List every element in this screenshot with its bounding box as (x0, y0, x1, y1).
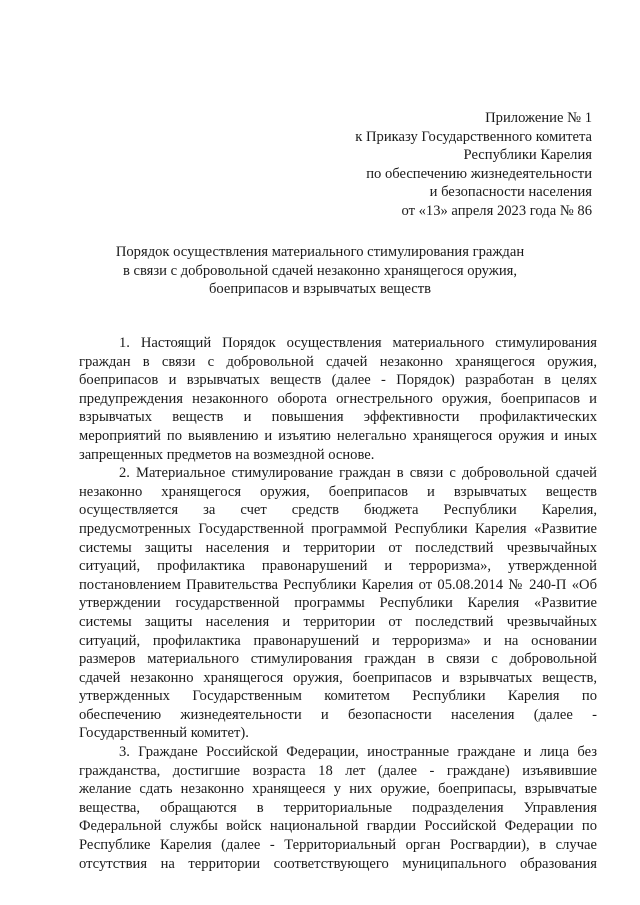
paragraph-line: сдачей незаконно хранящегося оружия, боеприпасов и взрывчатых веществ, (79, 669, 597, 686)
paragraph-line: предупреждения незаконного оборота огнестрельного оружия, боеприпасов и (79, 390, 597, 407)
paragraph-line: отсутствия на территории соответствующего муниципального образования (79, 855, 597, 872)
paragraph-line: размеров материального стимулирования граждан в связи с добровольной (79, 651, 597, 668)
paragraph-line: запрещенных предметов на возмездной основе. (79, 446, 375, 463)
appendix-header (355, 109, 592, 221)
appendix-safety-line: и безопасности населения (429, 184, 592, 201)
paragraph-line: системы защиты населения и территории от последствий чрезвычайных (79, 539, 597, 556)
paragraph-line: взрывчатых веществ и повышения эффективности профилактических (79, 409, 597, 426)
paragraph-line: гражданства, достигшие возраста 18 лет (далее - граждане) изъявившие (79, 762, 597, 779)
appendix-number: Приложение № 1 (485, 110, 592, 126)
title-line-3: боеприпасов и взрывчатых веществ (208, 281, 432, 298)
document-body (79, 334, 597, 873)
appendix-order-line: к Приказу Государственного комитета (355, 128, 592, 145)
paragraph-2 (79, 464, 597, 743)
paragraph-line: 1. Настоящий Порядок осуществления материального стимулирования (119, 335, 597, 351)
paragraph-line: ситуаций, профилактика правонарушений и терроризма» и на основании (79, 632, 597, 649)
paragraph-line: предусмотренных Государственной программой Республики Карелия «Развитие (79, 520, 597, 537)
paragraph-line: утверждении государственной программы Республики Карелия «Развитие (79, 595, 597, 612)
appendix-life-support-line: по обеспечению жизнедеятельности (366, 165, 592, 182)
paragraph-line: 2. Материальное стимулирование граждан в связи с добровольной сдачей (119, 465, 597, 482)
title-line-2: в связи с добровольной сдачей незаконно хранящегося оружия, (122, 262, 518, 279)
paragraph-line: Государственный комитет). (79, 725, 249, 742)
paragraph-line: Республике Карелия (далее - Территориальный орган Росгвардии), в случае (79, 837, 597, 854)
appendix-date-line: от «13» апреля 2023 года № 86 (401, 202, 592, 219)
paragraph-line: незаконно хранящегося оружия, боеприпасов и взрывчатых веществ (79, 483, 597, 500)
paragraph-line: системы защиты населения и территории от последствий чрезвычайных (79, 613, 597, 630)
paragraph-3 (79, 743, 597, 873)
paragraph-line: боеприпасов и взрывчатых веществ (далее - Порядок) разработан в целях (79, 372, 597, 389)
title-line-1: Порядок осуществления материального стимулирования граждан (115, 244, 525, 260)
paragraph-line: граждан в связи с добровольной сдачей незаконно хранящегося оружия, (79, 353, 597, 370)
paragraph-line: утвержденных Государственным комитетом Республики Карелия по (79, 688, 597, 705)
paragraph-line: постановлением Правительства Республики Карелия от 05.08.2014 № 240-П «Об (79, 576, 597, 593)
paragraph-line: вещества, обращаются в территориальные подразделения Управления (79, 799, 597, 816)
paragraph-line: обеспечению жизнедеятельности и безопасности населения (далее - (79, 706, 597, 723)
paragraph-1 (79, 334, 597, 464)
appendix-republic-line: Республики Карелия (463, 147, 592, 164)
paragraph-line: желание сдать незаконно хранящееся у них оружие, боеприпасы, взрывчатые (79, 781, 597, 798)
document-title (80, 243, 560, 299)
paragraph-line: 3. Граждане Российской Федерации, иностранные граждане и лица без (119, 744, 597, 761)
paragraph-line: осуществляется за счет средств бюджета Республики Карелия, (79, 502, 597, 519)
paragraph-line: ситуаций, профилактика правонарушений и терроризма», утвержденной (79, 558, 597, 575)
paragraph-line: Федеральной службы войск национальной гвардии Российской Федерации по (79, 818, 597, 835)
paragraph-line: мероприятий по выявлению и изъятию нелегально хранящегося оружия и иных (79, 427, 597, 444)
